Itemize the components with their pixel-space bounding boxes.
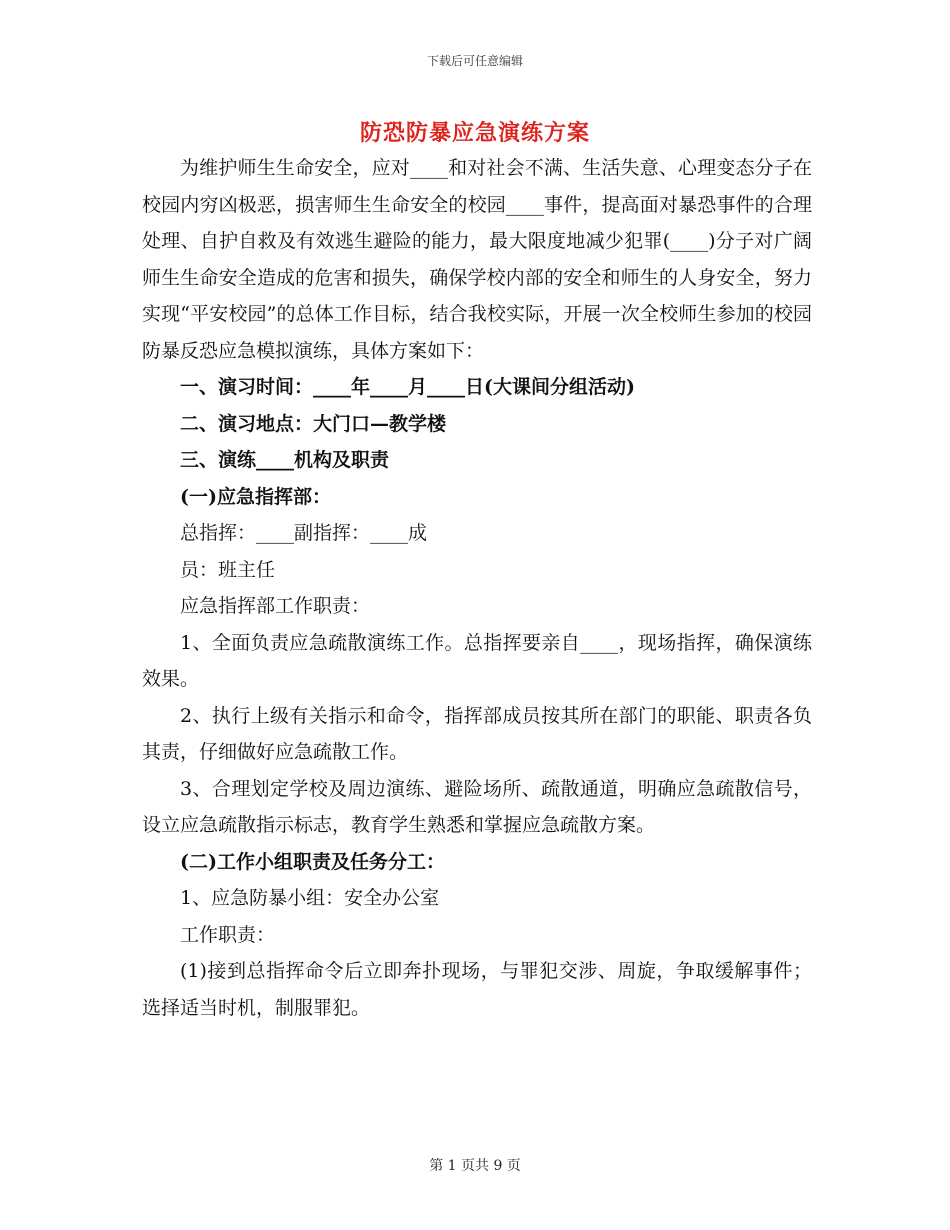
duty-item-1: 1、全面负责应急疏散演练工作。总指挥要亲自____，现场指挥，确保演练效果。 — [142, 631, 812, 690]
duty-item-3: 3、合理划定学校及周边演练、避险场所、疏散通道，明确应急疏散信号，设立应急疏散指示标志，教育学生熟悉和掌握应急疏散方案。 — [142, 777, 812, 836]
intro-paragraph: 为维护师生生命安全，应对____和对社会不满、生活失意、心理变态分子在校园内穷凶极恶，损害师生生命安全的校园____事件，提高面对暴恐事件的合理处理、自护自救及有效逃生避险的能力，最大限度地减少犯罪(____)分子对广阔师生生命安全造成的危害和损失，确保学校内部的安全和师生的人身安全，努力实现“平安校园”的总体工作目标，结合我校实际，开展一次全校师生参加的校园防暴反恐应急模拟演练，具体方案如下： — [142, 157, 812, 362]
document-body — [142, 150, 812, 1026]
work-group-1: 1、应急防暴小组：安全办公室 — [180, 887, 440, 909]
work-duties-heading: 工作职责： — [180, 923, 276, 946]
page-footer: 第 1 页共 9 页 — [429, 1158, 521, 1174]
header-note: 下载后可任意编辑 — [426, 54, 523, 68]
subsection-command: (一)应急指挥部： — [180, 485, 331, 508]
duty-item-2: 2、执行上级有关指示和命令，指挥部成员按其所在部门的职能、职责各负其责，仔细做好应急疏散工作。 — [142, 704, 812, 763]
document-title: 防恐防暴应急演练方案 — [359, 120, 590, 146]
section-drill-time: 一、演习时间：____年____月____日(大课间分组活动) — [180, 376, 635, 398]
command-duties-heading: 应急指挥部工作职责： — [180, 595, 371, 617]
work-duty-item-1: (1)接到总指挥命令后立即奔扑现场，与罪犯交涉、周旋，争取缓解事件；选择适当时机，制服罪犯。 — [142, 960, 812, 1019]
section-organization: 三、演练____机构及职责 — [180, 449, 390, 471]
command-roles: 总指挥：____副指挥：____成 — [180, 522, 428, 544]
subsection-work-groups: (二)工作小组职责及任务分工： — [180, 850, 445, 873]
section-drill-location: 二、演习地点：大门口—教学楼 — [180, 412, 447, 435]
command-members: 员：班主任 — [180, 558, 276, 581]
